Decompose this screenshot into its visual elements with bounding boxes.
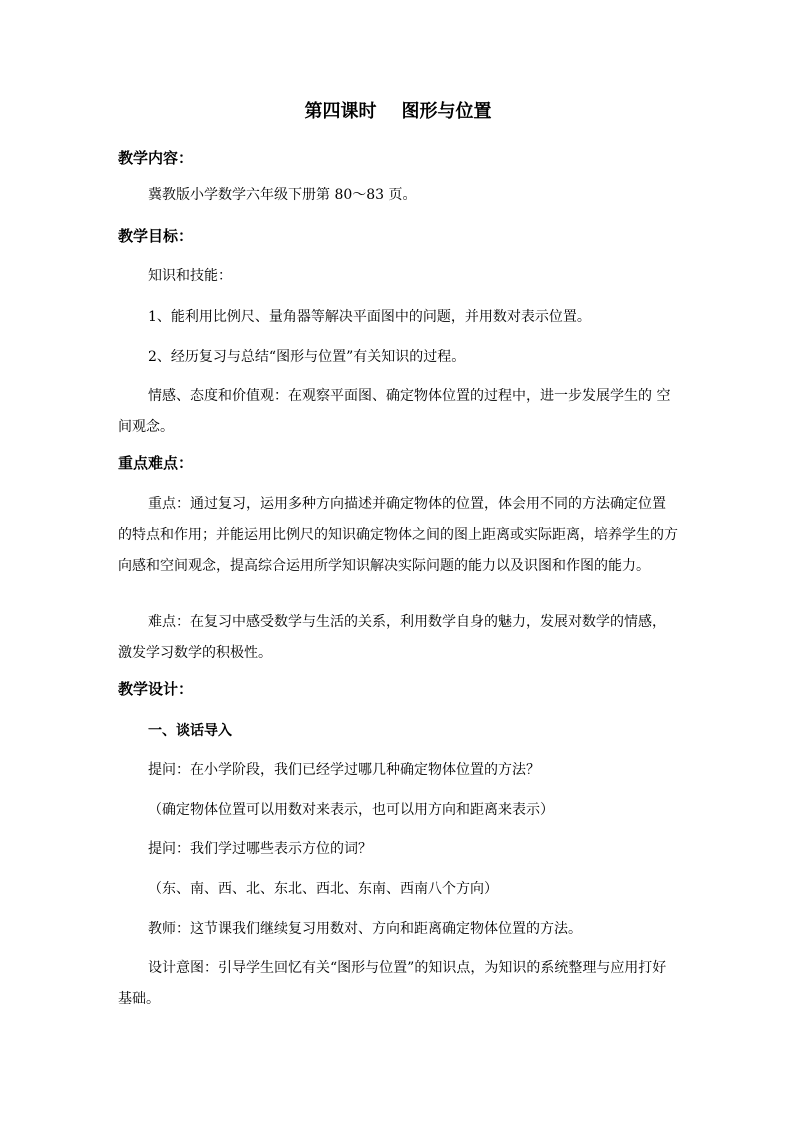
paragraph-content: 冀教版小学数学六年级下册第 80～83 页。 [148, 187, 417, 203]
paragraph-answer-1: （确定物体位置可以用数对来表示，也可以用方向和距离来表示） [148, 802, 554, 818]
paragraph-answer-2: （东、南、西、北、东北、西北、东南、西南八个方向） [148, 881, 498, 897]
paragraph-emotion-goal: 情感、态度和价值观：在观察平面图、确定物体位置的过程中，进一步发展学生的 空间观念。 [118, 388, 671, 435]
paragraph-difficult-point: 难点：在复习中感受数学与生活的关系，利用数学自身的魅力，发展对数学的情感，激发学习数学的积极性。 [118, 614, 666, 661]
paragraph-question-1: 提问：在小学阶段，我们已经学过哪几种确定物体位置的方法？ [148, 762, 540, 778]
lesson-title: 第四课时 图形与位置 [304, 101, 492, 122]
paragraph-knowledge-label: 知识和技能： [148, 268, 232, 284]
paragraph-question-2: 提问：我们学过哪些表示方位的词？ [148, 841, 372, 857]
paragraph-key-point: 重点：通过复习，运用多种方向描述并确定物体的位置，体会用不同的方法确定位置的特点和作用；并能运用比例尺的知识确定物体之间的图上距离或实际距离，培养学生的方向感和空间观念，提高综合运用所学知识解决实际问题的能力以及识图和作图的能力。 [118, 496, 678, 574]
heading-key-points: 重点难点： [118, 454, 194, 472]
paragraph-goal-item-1: 1、能利用比例尺、量角器等解决平面图中的问题，并用数对表示位置。 [148, 309, 591, 325]
paragraph-teacher-remark: 教师：这节课我们继续复习用数对、方向和距离确定物体位置的方法。 [148, 921, 582, 937]
document-page [118, 0, 678, 1123]
heading-teaching-design: 教学设计： [118, 680, 194, 698]
heading-teaching-goals: 教学目标： [118, 227, 194, 245]
design-part-1-title: 一、谈话导入 [148, 723, 232, 739]
heading-teaching-content: 教学内容： [118, 149, 194, 167]
paragraph-design-intent: 设计意图：引导学生回忆有关“图形与位置”的知识点，为知识的系统整理与应用打好基础。 [118, 960, 667, 1007]
paragraph-goal-item-2: 2、经历复习与总结“图形与位置”有关知识的过程。 [148, 349, 466, 365]
